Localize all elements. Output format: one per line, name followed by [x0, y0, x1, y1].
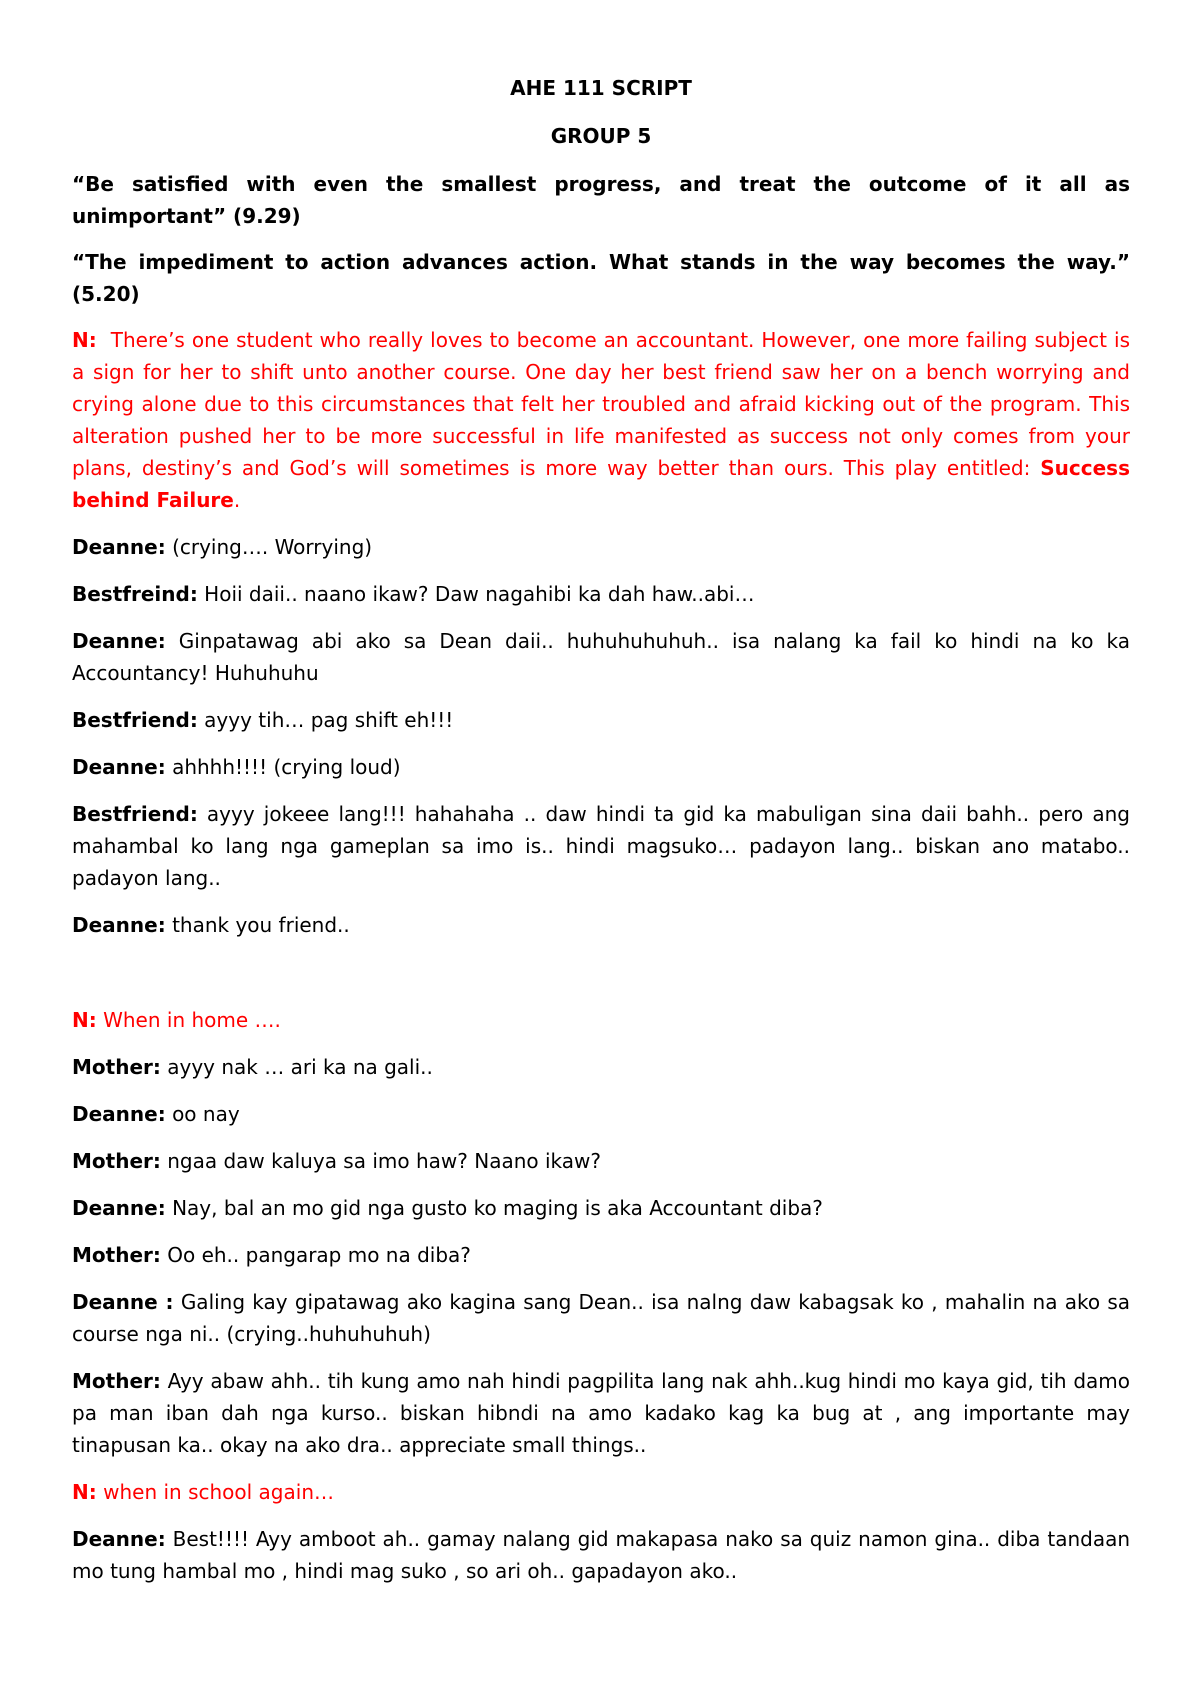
- speaker-label: Deanne:: [72, 1196, 166, 1220]
- document-title: AHE 111 SCRIPT: [510, 76, 692, 100]
- line-text: ahhhh!!!! (crying loud): [172, 755, 401, 779]
- line-text: Best!!!! Ayy amboot ah.. gamay nalang gid makapasa nako sa quiz namon gina.. diba tandaan mo tung hambal mo , hindi mag suko , so ari oh.. gapadayon ako..: [72, 1527, 1131, 1583]
- narrator-label: N:: [72, 1480, 97, 1504]
- line-text: ngaa daw kaluya sa imo haw? Naano ikaw?: [167, 1149, 601, 1173]
- group-label: GROUP 5: [550, 124, 652, 148]
- speaker-label: Deanne:: [72, 755, 166, 779]
- narration-intro: [72, 324, 1130, 516]
- dialogue-line: [72, 1145, 1130, 1177]
- line-text: Hoii daii.. naano ikaw? Daw nagahibi ka dah haw..abi…: [204, 582, 755, 606]
- line-text: ayyy nak … ari ka na gali..: [167, 1055, 433, 1079]
- dialogue-line: [72, 1098, 1130, 1130]
- speaker-label: Mother:: [72, 1243, 161, 1267]
- dialogue-line: [72, 751, 1130, 783]
- line-text: ayyy jokeee lang!!! hahahaha .. daw hindi ta gid ka mabuligan sina daii bahh.. pero ang mahambal ko lang nga gameplan sa imo is.. hindi magsuko… padayon lang.. biskan ano matabo.. padayon lang..: [72, 802, 1130, 890]
- narration-text: when in school again…: [103, 1480, 334, 1504]
- narration-end: .: [233, 488, 241, 512]
- line-text: Galing kay gipatawag ako kagina sang Dean.. isa nalng daw kabagsak ko , mahalin na ako sa course nga ni.. (crying..huhuhuhuh): [72, 1290, 1131, 1346]
- dialogue-line: [72, 798, 1130, 894]
- speaker-label: Bestfriend:: [72, 802, 198, 826]
- narration-school: [72, 1476, 1130, 1508]
- line-text: Ginpatawag abi ako sa Dean daii.. huhuhuhuhuh.. isa nalang ka fail ko hindi na ko ka Accountancy! Huhuhuhu: [72, 629, 1131, 685]
- line-text: Ayy abaw ahh.. tih kung amo nah hindi pagpilita lang nak ahh..kug hindi mo kaya gid, tih damo pa man iban dah nga kurso.. biskan hibndi na amo kadako kag ka bug at , ang importante may tinapusan ka.. okay na ako dra.. appreciate small things..: [72, 1369, 1130, 1457]
- speaker-label: Mother:: [72, 1369, 161, 1393]
- speaker-label: Deanne:: [72, 1102, 166, 1126]
- line-text: ayyy tih… pag shift eh!!!: [204, 708, 454, 732]
- dialogue-line: [72, 625, 1130, 689]
- line-text: oo nay: [172, 1102, 240, 1126]
- speaker-label: Deanne:: [72, 535, 166, 559]
- narration-text: There’s one student who really loves to become an accountant. However, one more failing subject is a sign for her to shift unto another course. One day her best friend saw her on a bench worrying and crying alone due to this circumstances that felt her troubled and afraid kicking out of the program. This alteration pushed her to be more successful in life manifested as success not only comes from your plans, destiny’s and God’s will sometimes is more way better than ours. This play entitled:: [72, 328, 1130, 480]
- line-text: Nay, bal an mo gid nga gusto ko maging is aka Accountant diba?: [172, 1196, 823, 1220]
- dialogue-line: [72, 1192, 1130, 1224]
- dialogue-line: [72, 578, 1130, 610]
- play-title: Success behind Failure: [72, 456, 1130, 512]
- speaker-label: Mother:: [72, 1149, 161, 1173]
- dialogue-line: [72, 531, 1130, 563]
- speaker-label: Bestfriend:: [72, 708, 198, 732]
- script-page: [72, 72, 1130, 1602]
- narration-text: When in home ….: [103, 1008, 281, 1032]
- dialogue-line: [72, 1239, 1130, 1271]
- speaker-label: Deanne:: [72, 629, 166, 653]
- line-text: Oo eh.. pangarap mo na diba?: [167, 1243, 471, 1267]
- dialogue-line: [72, 1365, 1130, 1461]
- narrator-label: N:: [72, 328, 97, 352]
- quote-2: “The impediment to action advances action. What stands in the way becomes the way.” (5.20): [72, 250, 1130, 306]
- dialogue-line: [72, 909, 1130, 941]
- speaker-label: Mother:: [72, 1055, 161, 1079]
- quote-1: “Be satisfied with even the smallest progress, and treat the outcome of it all as unimportant” (9.29): [72, 172, 1130, 228]
- speaker-label: Deanne :: [72, 1290, 174, 1314]
- blank-spacer: [72, 956, 1130, 1004]
- line-text: (crying…. Worrying): [172, 535, 373, 559]
- speaker-label: Deanne:: [72, 1527, 166, 1551]
- speaker-label: Deanne:: [72, 913, 166, 937]
- narration-home: [72, 1004, 1130, 1036]
- narrator-label: N:: [72, 1008, 97, 1032]
- line-text: thank you friend..: [172, 913, 350, 937]
- dialogue-line: [72, 704, 1130, 736]
- speaker-label: Bestfreind:: [72, 582, 198, 606]
- dialogue-line: [72, 1286, 1130, 1350]
- dialogue-line: [72, 1523, 1130, 1587]
- dialogue-line: [72, 1051, 1130, 1083]
